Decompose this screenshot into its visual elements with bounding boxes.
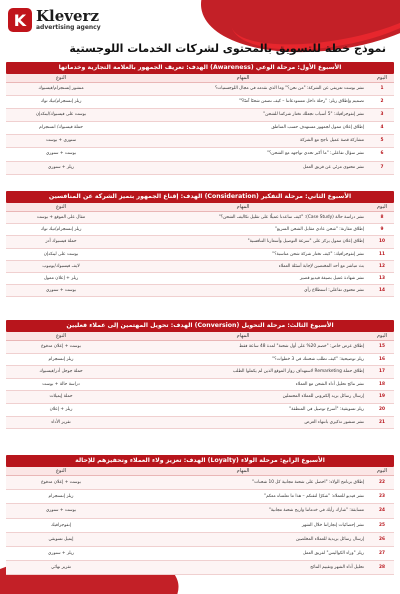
column-header-type: النوع xyxy=(56,75,66,81)
table-row xyxy=(6,249,394,261)
cell-day: 22 xyxy=(379,480,385,485)
cell-task: إطلاق إعلان ممول يركز على "سرعة التوصيل وأسعارنا التنافسية" xyxy=(247,239,364,245)
week-section xyxy=(6,191,394,297)
cell-type: حملة فيسبوك أدز xyxy=(45,239,77,245)
column-header-day: اليوم xyxy=(376,468,388,474)
column-headers xyxy=(6,332,394,341)
cell-type: بوست + إعلان مدفوع xyxy=(41,480,81,485)
cell-task: ريلز توضيحية: "كيف تطلب شحنتك في 3 خطوات؟" xyxy=(272,356,364,362)
cell-type: ريلز إنستجرام xyxy=(48,494,74,500)
cell-task: تصميم وإطلاق ريلز: "رحلة داخل مستودعاتنا – كيف نضمن شحنًا آمنًا؟" xyxy=(239,99,364,105)
table-row xyxy=(6,148,394,161)
cell-day: 16 xyxy=(379,356,385,362)
column-header-type: النوع xyxy=(56,468,66,474)
table-body xyxy=(6,83,394,175)
cell-type: ستوري + بوست xyxy=(45,138,77,144)
cell-day: 20 xyxy=(379,406,385,412)
cell-day: 26 xyxy=(379,536,385,542)
week-heading: الأسبوع الثاني: مرحلة التفكير (Consideration) الهدف: إقناع الجمهور بتميز الشركة عن المنافسين xyxy=(6,191,394,203)
table-row xyxy=(6,224,394,236)
cell-task: إطلاق إعلان ممول لجمهور مستهدف حسب المناطق xyxy=(271,125,364,131)
cell-type: حملة إيميلات xyxy=(49,394,73,400)
cell-type: مقال على الموقع + بوست xyxy=(36,215,86,220)
table-row xyxy=(6,236,394,248)
table-row xyxy=(6,404,394,417)
cell-day: 3 xyxy=(380,112,384,118)
table-row xyxy=(6,504,394,518)
cell-task: إطلاق مقارنة: "شحن عادي مقابل الشحن السريع" xyxy=(274,227,364,233)
cell-day: 17 xyxy=(379,369,385,375)
cell-task: تحليل أداء الشهر وتقييم النتائج xyxy=(310,565,364,571)
table-row xyxy=(6,354,394,367)
column-header-day: اليوم xyxy=(376,204,388,210)
cell-day: 7 xyxy=(380,164,384,170)
cell-type: تقرير الأداء xyxy=(51,419,71,425)
cell-type: منشور إنستجرام/فيسبوك xyxy=(38,86,84,91)
table-body xyxy=(6,212,394,297)
cell-type: بوست + ستوري xyxy=(45,288,77,294)
table-row xyxy=(6,533,394,547)
cell-task: إطلاق حملة Remarketing لاستهداف زوار الموقع الذين لم يكملوا الطلب xyxy=(232,369,364,375)
column-header-day: اليوم xyxy=(376,333,388,339)
table-row xyxy=(6,285,394,297)
cell-day: 19 xyxy=(379,394,385,400)
cell-task: نشر فيديو للعملاء: "شكرًا لثقتكم – هذا ما تعلمناه معكم" xyxy=(264,494,364,500)
cell-task: إطلاق عرض خاص: "خصم 20% على أول شحنة" لمدة 48 ساعة فقط xyxy=(239,344,364,349)
column-header-task: المهام xyxy=(236,204,250,210)
cell-day: 2 xyxy=(380,99,384,105)
cell-task: ريلز تسويقية: "أسرع توصيل في المنطقة" xyxy=(289,406,364,412)
cell-task: نشر شهادة عميل بصيغة فيديو قصير xyxy=(300,275,364,281)
cell-day: 18 xyxy=(379,381,385,387)
week-heading: الأسبوع الثالث: مرحلة التحويل (Conversion) الهدف: تحويل المهتمين إلى عملاء فعليين xyxy=(6,320,394,332)
cell-type: إيميل تسويقي xyxy=(48,536,74,542)
cell-day: 23 xyxy=(379,494,385,500)
table-row xyxy=(6,122,394,135)
table-row xyxy=(6,490,394,504)
cell-day: 15 xyxy=(379,344,385,349)
cell-task: بث مباشر مع أحد المختصين لإجابة أسئلة العملاء xyxy=(278,263,364,269)
cell-day: 8 xyxy=(380,215,384,220)
column-headers xyxy=(6,74,394,83)
cell-task: إطلاق برنامج الولاء: "احصل على شحنة مجانية كل 10 شحنات" xyxy=(252,480,364,485)
brand-subtitle: advertising agency xyxy=(36,24,101,31)
column-headers xyxy=(6,203,394,212)
column-header-task: المهام xyxy=(236,75,250,81)
table-row xyxy=(6,273,394,285)
logo-mark-icon: K xyxy=(8,8,32,32)
cell-day: 4 xyxy=(380,125,384,131)
table-row xyxy=(6,212,394,224)
cell-day: 24 xyxy=(379,508,385,514)
cell-task: نشر منشور تذكيري بانتهاء العرض xyxy=(304,419,364,425)
cell-type: ريلز + ستوري xyxy=(48,550,74,556)
cell-type: حملة فيسبوك/ انستجرام xyxy=(39,125,83,131)
table-row xyxy=(6,135,394,148)
table-row xyxy=(6,391,394,404)
week-section xyxy=(6,455,394,575)
cell-type: بوست على فيسبوك/لينكدإن xyxy=(35,112,87,118)
table-row xyxy=(6,96,394,109)
cell-type: دراسة حالة + بوست xyxy=(42,381,80,387)
cell-day: 12 xyxy=(379,263,385,269)
table-row xyxy=(6,476,394,490)
cell-task: نشر بوست تعريفي عن الشركة: "من نحن؟" وما الذي نقدمه في مجال اللوجستيات؟ xyxy=(214,86,364,91)
cell-type: لايف فيسبوك/يوتيوب xyxy=(42,263,80,269)
cell-type: تقرير نهائي xyxy=(51,565,71,571)
table-row xyxy=(6,547,394,561)
cell-task: نشر سؤال تفاعلي: "ما أكبر تحدي تواجهه مع الشحن؟" xyxy=(266,151,364,157)
cell-task: إرسال رسائل بريدية للعملاء المخلصين xyxy=(295,536,364,542)
cell-task: نشر محتوى تفاعلي: استطلاع رأي xyxy=(304,288,364,294)
cell-day: 25 xyxy=(379,522,385,528)
cell-type: ريلز إنستجرام/تيك توك xyxy=(40,99,82,105)
cell-task: نشر إنفوجرافيك: "كيف تختار شركة شحن مناسبة؟" xyxy=(272,251,364,257)
table-body xyxy=(6,476,394,575)
brand-logo xyxy=(8,8,101,32)
cell-task: نشر إنفوجرافيك: "5 أسباب تجعلك تختار شركتنا للشحن" xyxy=(263,112,364,118)
week-heading: الأسبوع الأول: مرحلة الوعي (Awareness) الهدف: تعريف الجمهور بالعلامة التجارية وخدماتها xyxy=(6,62,394,74)
cell-type: ريلز + إعلان ممول xyxy=(43,275,79,281)
page-title: نموذج خطة للتسويق بالمحتوى لشركات الخدمات اللوجستية xyxy=(69,42,386,55)
table-body xyxy=(6,341,394,429)
column-header-day: اليوم xyxy=(376,75,388,81)
cell-day: 1 xyxy=(380,86,384,91)
cell-type: بوست على لينكدإن xyxy=(43,251,79,257)
cell-task: ريلز "وراء الكواليس" لفريق العمل xyxy=(302,550,364,556)
table-row xyxy=(6,341,394,354)
table-row xyxy=(6,83,394,96)
cell-day: 6 xyxy=(380,151,384,157)
cell-type: بوست + ستوري xyxy=(45,151,77,157)
table-row xyxy=(6,519,394,533)
cell-type: إنفوجرافيك xyxy=(51,522,71,528)
column-header-task: المهام xyxy=(236,468,250,474)
table-row xyxy=(6,162,394,175)
column-header-type: النوع xyxy=(56,333,66,339)
cell-day: 27 xyxy=(379,550,385,556)
table-row xyxy=(6,379,394,392)
cell-type: حملة جوجل أدز/فيسبوك xyxy=(39,369,83,375)
table-row xyxy=(6,417,394,430)
table-row xyxy=(6,561,394,575)
table-row xyxy=(6,366,394,379)
cell-task: نشر دراسة حالة (Case Study): "كيف ساعدنا عميلًا على تقليل تكاليف الشحن؟" xyxy=(218,215,364,220)
cell-day: 13 xyxy=(379,275,385,281)
column-headers xyxy=(6,467,394,476)
cell-type: بوست + إعلان مدفوع xyxy=(41,344,81,349)
cell-day: 21 xyxy=(379,419,385,425)
column-header-task: المهام xyxy=(236,333,250,339)
cell-task: نشر نتائج تحليل أداء الشحن مع العملاء xyxy=(295,381,364,387)
cell-type: ريلز إنستجرام xyxy=(48,356,74,362)
week-heading: الأسبوع الرابع: مرحلة الولاء (Loyalty) الهدف: تعزيز ولاء العملاء وتحفيزهم للإحالة xyxy=(6,455,394,467)
table-row xyxy=(6,109,394,122)
cell-task: نشر محتوى مرئي عن فريق العمل xyxy=(303,164,364,170)
column-header-type: النوع xyxy=(56,204,66,210)
week-section xyxy=(6,320,394,429)
cell-task: مسابقة: "شارك رأيك في خدماتنا واربح شحنة مجانية" xyxy=(268,508,364,514)
cell-task: نشر إحصائيات إنجازاتنا خلال الشهر xyxy=(301,522,364,528)
cell-type: ريلز + ستوري xyxy=(48,164,74,170)
cell-type: ريلز + إعلان xyxy=(49,406,73,412)
cell-day: 28 xyxy=(379,565,385,571)
cell-day: 9 xyxy=(380,227,384,233)
table-row xyxy=(6,261,394,273)
cell-task: مشاركة قصة عميل ناجح مع الشركة xyxy=(300,138,364,144)
week-section xyxy=(6,62,394,175)
cell-day: 14 xyxy=(379,288,385,294)
brand-name: Kleverz xyxy=(36,7,99,25)
cell-day: 5 xyxy=(380,138,384,144)
cell-day: 11 xyxy=(379,251,385,257)
cell-day: 10 xyxy=(379,239,385,245)
cell-type: بوست + ستوري xyxy=(45,508,77,514)
cell-type: ريلز إنستجرام/تيك توك xyxy=(40,227,82,233)
cell-task: إرسال رسائل بريد إلكتروني للعملاء المحتملين xyxy=(282,394,364,400)
